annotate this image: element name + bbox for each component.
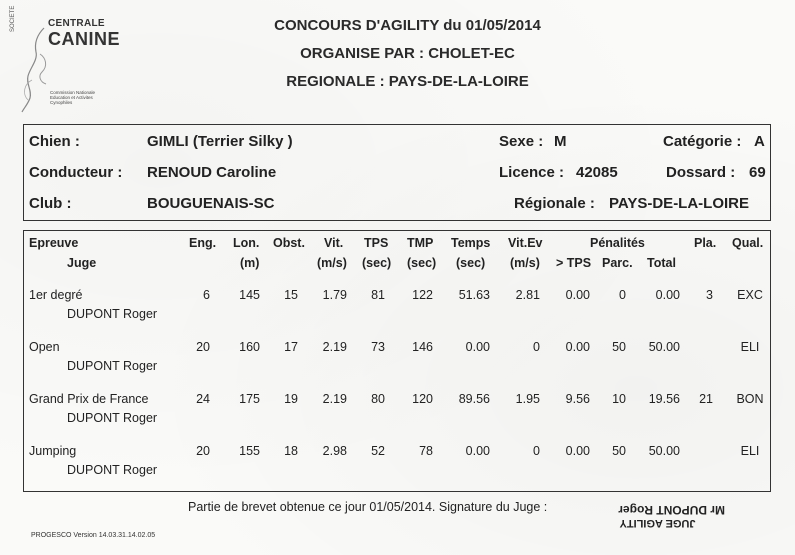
col-qual: Qual. [732,236,764,250]
row-obst: 19 [284,392,298,406]
logo-commission-text: Commission Nationale Education et Activites Cynophiles [50,90,96,106]
col-temps: Temps [451,236,491,250]
row-temps: 0.00 [465,444,490,458]
row-qual: BON [736,392,764,406]
conducteur-value: RENOUD Caroline [147,164,277,181]
licence-value: 42085 [576,164,618,181]
organizer-line: ORGANISE PAR : CHOLET-EC [300,45,515,62]
row-juge: DUPONT Roger [67,411,158,425]
logo-word-centrale: CENTRALE [48,18,105,29]
logo-vertical-text: SOCIETE [10,5,16,32]
row-temps: 0.00 [465,340,490,354]
row-vit: 2.98 [322,444,347,458]
row-temps: 89.56 [458,392,490,406]
row-pen-parc: 10 [612,392,626,406]
row-tps: 73 [371,340,385,354]
row-juge: DUPONT Roger [67,359,158,373]
judge-stamp-name: Mr DUPONT Roger [618,503,725,517]
row-pen-total: 50.00 [648,340,680,354]
row-vit: 2.19 [322,392,347,406]
judge-stamp [590,503,725,529]
row-eng: 20 [196,444,210,458]
row-qual: ELI [740,444,760,458]
col-juge: Juge [67,256,97,270]
row-eng: 6 [203,288,210,302]
row-epreuve: Open [29,340,60,354]
judge-stamp-title: JUGE AGILITY [619,517,696,529]
col-lon-unit: (m) [240,256,260,270]
club-value: BOUGUENAIS-SC [147,195,275,212]
row-obst: 17 [284,340,298,354]
col-penalites: Pénalités [590,236,645,250]
regionale-value: PAYS-DE-LA-LOIRE [609,195,750,212]
row-pla: 3 [706,288,713,302]
regionale-label: Régionale : [514,195,595,212]
row-epreuve: Jumping [29,444,77,458]
row-vitev: 2.81 [515,288,540,302]
row-pen-tps: 0.00 [565,340,590,354]
row-lon: 175 [239,392,260,406]
row-tmp: 122 [412,288,433,302]
col-vitev: Vit.Ev [508,236,543,250]
licence-label: Licence : [499,164,565,181]
col-eng: Eng. [189,236,217,250]
col-vit-unit: (m/s) [317,256,347,270]
row-pen-total: 19.56 [648,392,680,406]
row-obst: 15 [284,288,298,302]
logo-word-canine: CANINE [48,29,121,49]
row-obst: 18 [284,444,298,458]
row-tps: 81 [371,288,385,302]
row-juge: DUPONT Roger [67,463,158,477]
row-eng: 20 [196,340,210,354]
row-tmp: 78 [419,444,433,458]
row-pen-tps: 0.00 [565,444,590,458]
row-tps: 80 [371,392,385,406]
row-vit: 1.79 [322,288,347,302]
row-epreuve: Grand Prix de France [29,392,149,406]
col-vitev-unit: (m/s) [510,256,540,270]
row-vitev: 1.95 [515,392,540,406]
row-temps: 51.63 [458,288,490,302]
row-tmp: 146 [412,340,433,354]
row-vit: 2.19 [322,340,347,354]
row-tps: 52 [371,444,385,458]
row-pen-tps: 9.56 [565,392,590,406]
sexe-value: M [554,133,567,150]
row-qual: EXC [737,288,763,302]
row-lon: 155 [239,444,260,458]
dossard-label: Dossard : [666,164,736,181]
row-pla: 21 [699,392,713,406]
row-eng: 24 [196,392,210,406]
row-pen-parc: 50 [612,444,626,458]
sexe-label: Sexe : [499,133,544,150]
regional-line: REGIONALE : PAYS-DE-LA-LOIRE [286,73,529,90]
row-pen-tps: 0.00 [565,288,590,302]
col-pla: Pla. [694,236,717,250]
col-tps-unit: (sec) [362,256,392,270]
col-temps-unit: (sec) [456,256,486,270]
dossard-value: 69 [749,164,766,181]
row-lon: 145 [239,288,260,302]
categorie-value: A [754,133,765,150]
club-label: Club : [29,195,72,212]
row-lon: 160 [239,340,260,354]
col-pen-parc: Parc. [602,256,633,270]
row-pen-parc: 50 [612,340,626,354]
col-obst: Obst. [273,236,305,250]
row-qual: ELI [740,340,760,354]
col-tps: TPS [364,236,389,250]
col-tmp-unit: (sec) [407,256,437,270]
row-epreuve: 1er degré [29,288,83,302]
row-pen-total: 50.00 [648,444,680,458]
row-vitev: 0 [533,444,540,458]
row-tmp: 120 [412,392,433,406]
chien-label: Chien : [29,133,80,150]
col-lon: Lon. [233,236,260,250]
chien-value: GIMLI (Terrier Silky ) [147,133,293,150]
conducteur-label: Conducteur : [29,164,123,181]
event-title: CONCOURS D'AGILITY du 01/05/2014 [274,17,541,34]
categorie-label: Catégorie : [663,133,742,150]
col-tmp: TMP [407,236,434,250]
col-pen-total: Total [647,256,676,270]
brevet-signature-line: Partie de brevet obtenue ce jour 01/05/2014. Signature du Juge : [188,500,548,514]
software-version: PROGESCO Version 14.03.31.14.02.05 [31,532,156,539]
col-vit: Vit. [324,236,344,250]
col-pen-tps: > TPS [556,256,592,270]
col-epreuve: Epreuve [29,236,79,250]
row-juge: DUPONT Roger [67,307,158,321]
row-vitev: 0 [533,340,540,354]
row-pen-total: 0.00 [655,288,680,302]
row-pen-parc: 0 [619,288,626,302]
